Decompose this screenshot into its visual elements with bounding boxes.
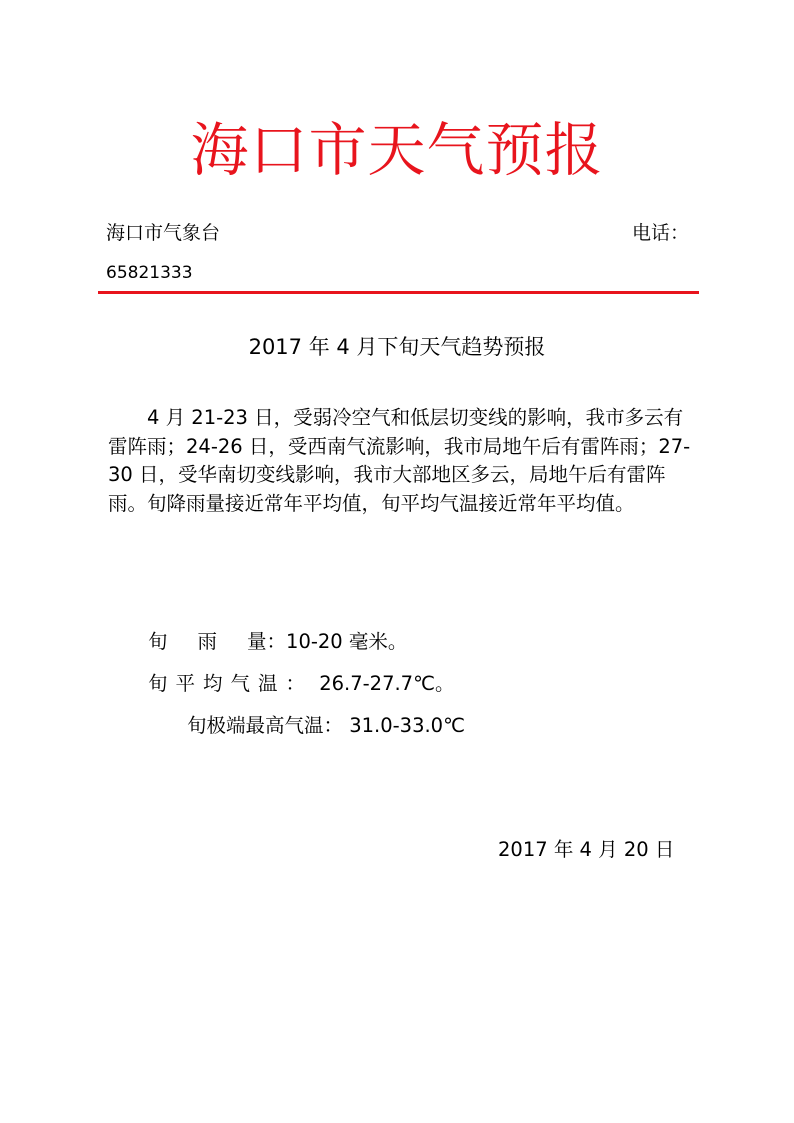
forecast-body: 4 月 21-23 日，受弱冷空气和低层切变线的影响，我市多云有雷阵雨；24-26 日，受西南气流影响，我市局地午后有雷阵雨；27-30 日，受华南切变线影响，我市大部地区多云，局地午后有雷阵雨。旬降雨量接近常年平均值，旬平均气温接近常年平均值。 [108, 406, 691, 515]
issue-date: 2017 年 4 月 20 日 [498, 838, 675, 861]
max-temp-value: 31.0-33.0℃ [349, 714, 465, 737]
avg-temp-label: 旬平均气温： [148, 672, 314, 695]
avg-temp-stat [148, 670, 455, 698]
masthead-title: 海口市天气预报 [190, 116, 604, 184]
red-divider [98, 291, 699, 294]
phone-number: 65821333 [106, 263, 193, 283]
max-temp-stat [187, 712, 465, 740]
max-temp-label: 旬极端最高气温： [187, 714, 344, 737]
rainfall-label-end: 量： [247, 630, 287, 653]
document-title: 2017 年 4 月下旬天气趋势预报 [248, 335, 546, 359]
organization-name: 海口市气象台 [106, 222, 221, 244]
rainfall-value: 10-20 毫米。 [286, 630, 408, 653]
phone-label: 电话： [632, 222, 690, 244]
avg-temp-value: 26.7-27.7℃。 [319, 672, 455, 695]
rainfall-stat [148, 628, 407, 656]
rainfall-label: 旬雨 [148, 630, 248, 653]
